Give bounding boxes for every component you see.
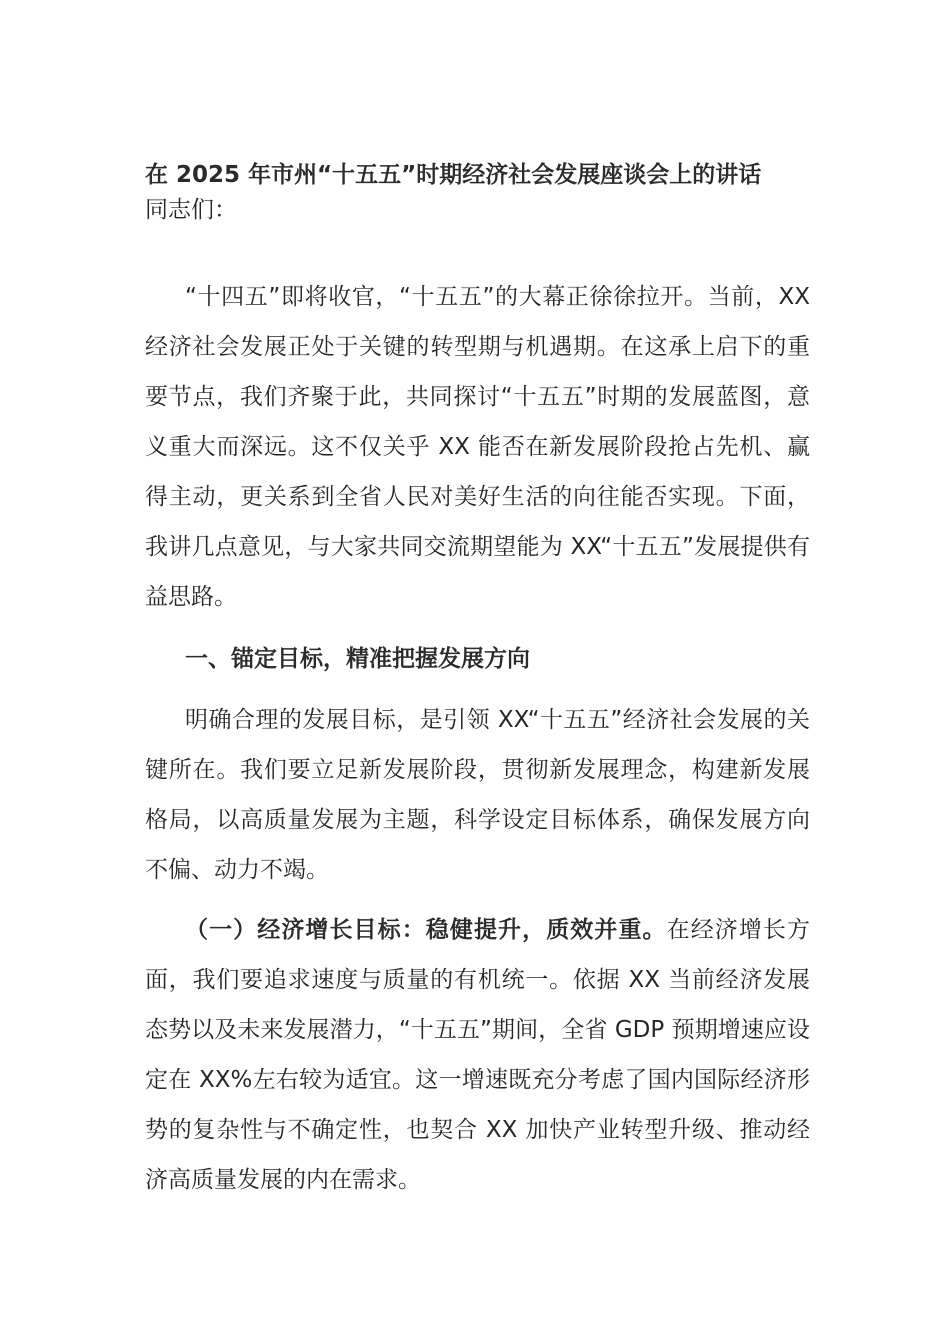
intro-paragraph: “十四五”即将收官，“十五五”的大幕正徐徐拉开。当前，XX 经济社会发展正处于关键的转型期与机遇期。在这承上启下的重要节点，我们齐聚于此，共同探讨“十五五”时期的发展蓝图，意义重大而深远。这不仅关乎 XX 能否在新发展阶段抢占先机、赢得主动，更关系到全省人民对美好生活的向往能否实现。下面，我讲几点意见，与大家共同交流期望能为 XX“十五五”发展提供有益思路。 xyxy=(145,284,810,610)
section-heading-1: 一、锚定目标，精准把握发展方向 xyxy=(185,646,530,672)
subsection-1-lead: （一）经济增长目标：稳健提升，质效并重。 xyxy=(185,917,667,943)
subsection-1-body: 在经济增长方面，我们要追求速度与质量的有机统一。依据 XX 当前经济发展态势以及未来发展潜力，“十五五”期间，全省 GDP 预期增速应设定在 XX%左右较为适宜。这一增速既充分考虑了国内国际经济形势的复杂性与不确定性，也契合 XX 加快产业转型升级、推动经济高质量发展的内在需求。 xyxy=(145,917,811,1193)
document-title: 在 2025 年市州“十五五”时期经济社会发展座谈会上的讲话 xyxy=(145,162,762,188)
salutation: 同志们： xyxy=(145,197,237,223)
section-1-paragraph: 明确合理的发展目标，是引领 XX“十五五”经济社会发展的关键所在。我们要立足新发展阶段，贯彻新发展理念，构建新发展格局，以高质量发展为主题，科学设定目标体系，确保发展方向不偏、动力不竭。 xyxy=(145,707,810,883)
subsection-1-paragraph xyxy=(145,905,810,1205)
